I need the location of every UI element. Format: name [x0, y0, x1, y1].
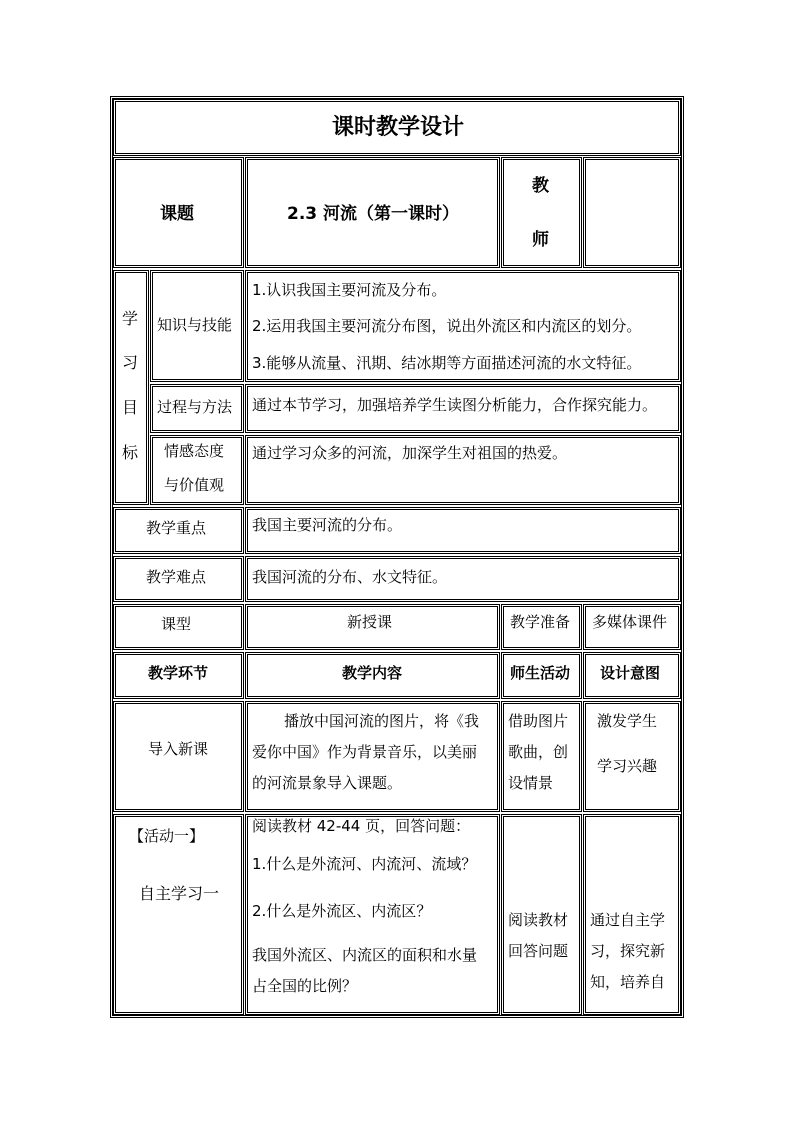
lesson-value: 2.3 河流（第一课时）: [287, 204, 460, 224]
activity1-intent-line2: 习，探究新: [590, 942, 666, 960]
difficulty-label: 教学难点: [146, 568, 207, 586]
intro-step: 导入新课: [148, 740, 209, 758]
page-title: 课时教学设计: [332, 115, 465, 140]
header-content: 教学内容: [342, 664, 403, 682]
lesson-label: 课题: [160, 204, 194, 224]
prep-value: 多媒体课件: [592, 613, 668, 631]
activity1-content-line1: 阅读教材 42-44 页，回答问题：: [252, 817, 471, 835]
key-point-label: 教学重点: [146, 519, 207, 537]
type-value: 新授课: [347, 613, 393, 631]
knowledge-label: 知识与技能: [157, 316, 233, 334]
objectives-label-char2: 习: [122, 353, 139, 372]
attitude-label-line2: 与价值观: [164, 476, 225, 494]
activity1-step-line2: 自主学习一: [139, 884, 220, 903]
teacher-label-char1: 教: [532, 176, 549, 196]
activity1-content-line2: 1.什么是外流河、内流河、流域？: [252, 855, 477, 873]
activity1-content-line4: 我国外流区、内流区的面积和水量: [252, 946, 478, 964]
intro-content-line2: 爱你中国》作为背景音乐，以美丽: [252, 743, 478, 761]
difficulty-text: 我国河流的分布、水文特征。: [252, 568, 448, 586]
objectives-label-char1: 学: [122, 309, 139, 328]
intro-content-line3: 的河流景象导入课题。: [252, 774, 403, 792]
header-activity: 师生活动: [510, 664, 571, 682]
key-point-text: 我国主要河流的分布。: [252, 516, 403, 534]
activity1-activity-line1: 阅读教材: [508, 911, 569, 929]
intro-intent-line1: 激发学生: [597, 712, 658, 730]
activity1-activity-line2: 回答问题: [508, 942, 569, 960]
process-text: 通过本节学习，加强培养学生读图分析能力，合作探究能力。: [252, 396, 658, 414]
activity1-intent-line3: 知，培养自: [590, 973, 666, 991]
knowledge-item-3: 3.能够从流量、汛期、结冰期等方面描述河流的水文特征。: [252, 354, 642, 372]
intro-intent-line2: 学习兴趣: [597, 757, 658, 775]
prep-label: 教学准备: [510, 613, 571, 631]
teacher-value-cell: [583, 157, 681, 268]
activity1-content-line5: 占全国的比例？: [252, 977, 358, 995]
attitude-label-line1: 情感态度: [164, 442, 225, 460]
intro-content-line1: 播放中国河流的图片，将《我: [284, 712, 480, 730]
knowledge-item-2: 2.运用我国主要河流分布图，说出外流区和内流区的划分。: [252, 317, 642, 335]
activity1-step-line1: 【活动一】: [129, 827, 205, 845]
intro-activity-line3: 设情景: [508, 774, 554, 792]
knowledge-item-1: 1.认识我国主要河流及分布。: [252, 281, 447, 299]
header-intent: 设计意图: [600, 664, 661, 682]
type-label: 课型: [161, 615, 192, 633]
header-step: 教学环节: [148, 664, 209, 682]
teacher-label-char2: 师: [532, 230, 549, 250]
intro-activity-line1: 借助图片: [508, 712, 569, 730]
objectives-label-char4: 标: [122, 443, 139, 462]
attitude-text: 通过学习众多的河流，加深学生对祖国的热爱。: [252, 444, 568, 462]
activity1-content-line3: 2.什么是外流区、内流区？: [252, 902, 432, 920]
objectives-label-char3: 目: [122, 398, 139, 417]
intro-activity-line2: 歌曲，创: [508, 743, 569, 761]
activity1-intent-line1: 通过自主学: [590, 911, 666, 929]
process-label: 过程与方法: [157, 398, 233, 416]
